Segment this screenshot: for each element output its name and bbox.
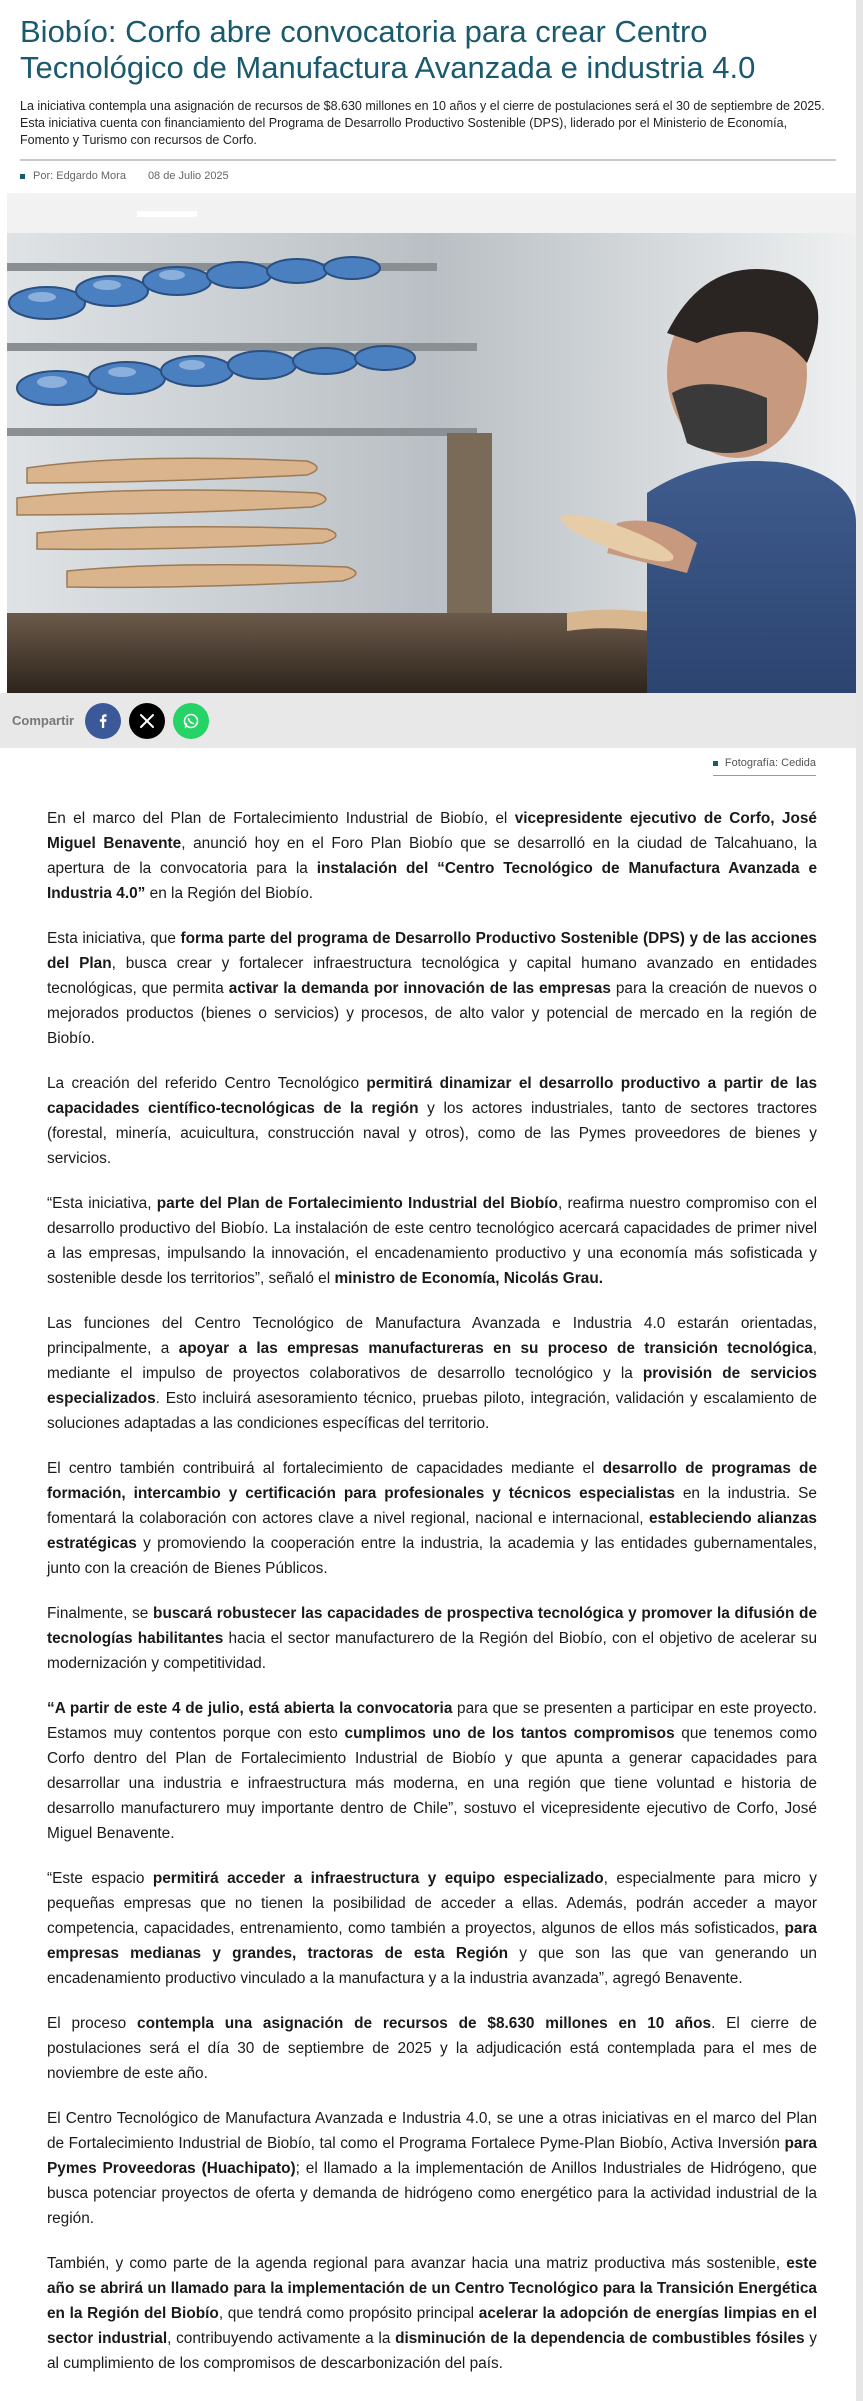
bold-text: apoyar a las empresas manufactureras en su proceso de transición tecnológica [178, 1340, 813, 1357]
paragraph-text: y que son las que van generando un encadenamiento productivo vinculado a la manufactura y a la industria avanzada”, agregó Benavente. [47, 1945, 817, 1987]
bold-text: instalación del “Centro Tecnológico de Manufactura Avanzada e Industria 4.0” [47, 860, 818, 902]
x-icon [139, 713, 155, 729]
bullet-icon [20, 174, 25, 179]
x-share-button[interactable] [129, 703, 165, 739]
article-paragraph [47, 2251, 817, 2376]
author-line [20, 170, 126, 182]
bold-text: estableciendo alianzas estratégicas [47, 1510, 817, 1552]
paragraph-text: para la creación de nuevos o mejorados productos (bienes o servicios) y procesos, de alto valor y potencial de mercado en la región de Biobío. [47, 980, 817, 1047]
article-photo [7, 193, 856, 693]
article-paragraph [47, 2106, 817, 2231]
paragraph-text: en la Región del Biobío. [145, 885, 314, 902]
author-name[interactable]: Por: Edgardo Mora [33, 170, 126, 182]
paragraph-text: Las funciones del Centro Tecnológico de Manufactura Avanzada e Industria 4.0 estarán orientadas, principalmente, a [47, 1315, 817, 1357]
paragraph-text: Finalmente, se [47, 1605, 154, 1622]
article-paragraph [47, 2011, 817, 2086]
workshop-photo-illustration [7, 193, 856, 693]
publish-date: 08 de Julio 2025 [147, 170, 229, 182]
paragraph-text: , busca crear y fortalecer infraestructura tecnológica y capital humano avanzado en entidades tecnológicas, que permita [47, 955, 818, 997]
bold-text: contempla una asignación de recursos de $8.630 millones en 10 años [137, 2015, 712, 2032]
article-paragraph [47, 1601, 817, 1676]
bold-text: activar la demanda por innovación de las empresas [228, 980, 611, 997]
paragraph-text: , mediante el impulso de proyectos colaborativos de desarrollo tecnológico y la [47, 1340, 818, 1382]
bold-text: acelerar la adopción de energías limpias en el sector industrial [47, 2305, 817, 2347]
paragraph-text: . Esto incluirá asesoramiento técnico, pruebas piloto, integración, validación y escalamiento de soluciones adaptadas a las condiciones específicas del territorio. [47, 1390, 817, 1432]
bold-text: “A partir de este 4 de julio, está abierta la convocatoria [47, 1700, 453, 1717]
article-paragraph [47, 1311, 817, 1436]
article-header [0, 0, 856, 183]
bold-text: desarrollo de programas de formación, intercambio y certificación para profesionales y técnicos especialistas [47, 1460, 817, 1502]
bold-text: ministro de Economía, Nicolás Grau. [334, 1270, 604, 1287]
paragraph-text: El Centro Tecnológico de Manufactura Avanzada e Industria 4.0, se une a otras iniciativas en el marco del Plan de Fortalecimiento Industrial de Biobío, tal como el Programa Fortalece Pyme-Plan Biobío, Activa Inversión [47, 2110, 817, 2152]
article-paragraph [47, 1191, 817, 1291]
bold-text: disminución de la dependencia de combustibles fósiles [395, 2330, 805, 2347]
bold-text: provisión de servicios especializados [47, 1365, 817, 1407]
share-bar [0, 693, 856, 748]
article-body [47, 806, 817, 2396]
bold-text: para empresas medianas y grandes, tractoras de esta Región [47, 1920, 817, 1962]
paragraph-text: y los actores industriales, tanto de sectores tractores (forestal, minería, acuicultura, construcción naval y otros), como de las Pymes proveedores de bienes y servicios. [47, 1100, 818, 1167]
bold-text: permitirá acceder a infraestructura y equipo especializado [152, 1870, 604, 1887]
article-paragraph [47, 806, 817, 906]
paragraph-text: . El cierre de postulaciones será el día 30 de septiembre de 2025 y la adjudicación está contemplada para el mes de noviembre de este año. [47, 2015, 817, 2082]
article-meta [20, 161, 836, 183]
paragraph-text: , que tendrá como propósito principal [218, 2305, 479, 2322]
bold-text: vicepresidente ejecutivo de Corfo, José Miguel Benavente [47, 810, 817, 852]
whatsapp-icon [182, 712, 200, 730]
photo-credit: Fotografía: Cedida [724, 757, 816, 769]
share-label: Compartir [12, 713, 75, 728]
bold-text: cumplimos uno de los tantos compromisos [344, 1725, 675, 1742]
paragraph-text: La creación del referido Centro Tecnológico [47, 1075, 367, 1092]
paragraph-text: y al cumplimiento de los compromisos de descarbonización del país. [47, 2330, 817, 2372]
article-lead: La iniciativa contempla una asignación de recursos de $8.630 millones en 10 años y el cierre de postulaciones será el 30 de septiembre de 2025. Esta iniciativa cuenta con financiamiento del Programa de Desarrollo Productivo Sostenible (DPS), liderado por el Ministerio de Economía, Fomento y Turismo con recursos de Corfo. [20, 98, 836, 161]
article-paragraph [47, 1696, 817, 1846]
paragraph-text: El centro también contribuirá al fortalecimiento de capacidades mediante el [47, 1460, 603, 1477]
facebook-icon [95, 713, 111, 729]
paragraph-text: “Este espacio [47, 1870, 153, 1887]
bold-text: para Pymes Proveedoras (Huachipato) [47, 2135, 817, 2177]
paragraph-text: , reafirma nuestro compromiso con el desarrollo productivo del Biobío. La instalación de este centro tecnológico acercará capacidades de primer nivel a las empresas, impulsando la innovación, el encadenamiento productivo y una economía más sofisticada y sostenible desde los territorios”, señaló el [47, 1195, 817, 1287]
paragraph-text: que tenemos como Corfo dentro del Plan de Fortalecimiento Industrial de Biobío y que apunta a generar capacidades para desarrollar una industria e infraestructura más moderna, en una región que tiene voluntad e historia de desarrollo manufacturero muy importante dentro de Chile”, sostuvo el vicepresidente ejecutivo de Corfo, José Miguel Benavente. [47, 1725, 817, 1842]
paragraph-text: En el marco del Plan de Fortalecimiento Industrial de Biobío, el [47, 810, 515, 827]
article-paragraph [47, 926, 817, 1051]
bullet-icon [713, 761, 718, 766]
bold-text: parte del Plan de Fortalecimiento Industrial del Biobío [156, 1195, 558, 1212]
whatsapp-share-button[interactable] [173, 703, 209, 739]
paragraph-text: “Esta iniciativa, [47, 1195, 157, 1212]
paragraph-text: hacia el sector manufacturero de la Región del Biobío, con el objetivo de acelerar su modernización y competitividad. [47, 1630, 817, 1672]
paragraph-text: , anunció hoy en el Foro Plan Biobío que se desarrolló en la ciudad de Talcahuano, la apertura de la convocatoria para la [47, 835, 817, 877]
photo-caption [713, 757, 816, 776]
article-title: Biobío: Corfo abre convocatoria para crear Centro Tecnológico de Manufactura Avanzada e industria 4.0 [20, 14, 756, 85]
paragraph-text: También, y como parte de la agenda regional para avanzar hacia una matriz productiva más sostenible, [47, 2255, 787, 2272]
facebook-share-button[interactable] [85, 703, 121, 739]
paragraph-text: , contribuyendo activamente a la [167, 2330, 396, 2347]
bold-text: buscará robustecer las capacidades de prospectiva tecnológica y promover la difusión de tecnologías habilitantes [47, 1605, 818, 1647]
paragraph-text: ; el llamado a la implementación de Anillos Industriales de Hidrógeno, que busca potenciar proyectos de oferta y demanda de hidrógeno como energético para la actividad industrial de la región. [47, 2160, 817, 2227]
paragraph-text: , especialmente para micro y pequeñas empresas que no tienen la posibilidad de acceder a ellas. Además, podrán acceder a mayor competencia, capacidades, entrenamiento, como también a proyectos, algunos de ellos más sofisticados, [47, 1870, 817, 1937]
article-paragraph [47, 1866, 817, 1991]
paragraph-text: en la industria. Se fomentará la colaboración con actores clave a nivel regional, nacional e internacional, [47, 1485, 817, 1527]
article-paragraph [47, 1071, 817, 1171]
bold-text: forma parte del programa de Desarrollo Productivo Sostenible (DPS) y de las acciones del Plan [47, 930, 817, 972]
bold-text: este año se abrirá un llamado para la implementación de un Centro Tecnológico para la Transición Energética en la Región del Biobío [47, 2255, 817, 2322]
paragraph-text: El proceso [47, 2015, 138, 2032]
paragraph-text: Esta iniciativa, que [47, 930, 181, 947]
paragraph-text: para que se presenten a participar en este proyecto. Estamos muy contentos porque con esto [47, 1700, 817, 1742]
article-paragraph [47, 1456, 817, 1581]
bold-text: permitirá dinamizar el desarrollo productivo a partir de las capacidades científico-tecnológicas de la región [47, 1075, 818, 1117]
paragraph-text: y promoviendo la cooperación entre la industria, la academia y las entidades gubernamentales, junto con la creación de Bienes Públicos. [47, 1535, 817, 1577]
